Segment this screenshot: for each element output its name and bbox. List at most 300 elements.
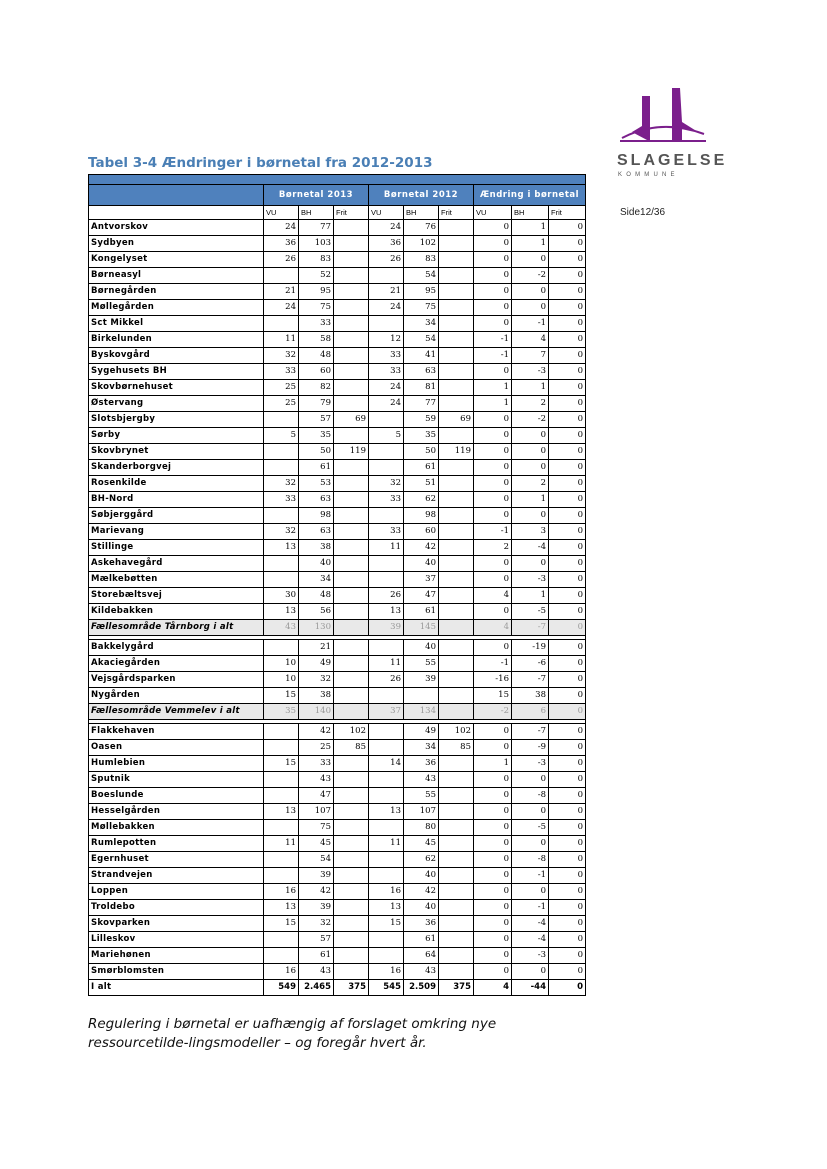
institution-name: Hesselgården (89, 804, 264, 820)
value-cell: 32 (299, 916, 334, 932)
value-cell: 39 (299, 868, 334, 884)
value-cell: 0 (512, 428, 549, 444)
value-cell: 33 (299, 316, 334, 332)
value-cell (369, 640, 404, 656)
institution-name: Troldebo (89, 900, 264, 916)
value-cell: 58 (299, 332, 334, 348)
value-cell: 0 (474, 900, 512, 916)
value-cell: -7 (512, 672, 549, 688)
table-row (89, 804, 586, 820)
value-cell: 32 (264, 476, 299, 492)
logo-subtitle: KOMMUNE (618, 172, 679, 178)
value-cell (369, 772, 404, 788)
value-cell: -1 (512, 316, 549, 332)
value-cell: 0 (549, 252, 586, 268)
value-cell: 51 (404, 476, 439, 492)
value-cell: 1 (512, 220, 549, 236)
value-cell (264, 412, 299, 428)
value-cell: 43 (404, 772, 439, 788)
value-cell: 76 (404, 220, 439, 236)
value-cell: 15 (264, 916, 299, 932)
value-cell: 0 (512, 964, 549, 980)
header-sub-row (89, 206, 586, 220)
institution-name: Fællesområde Vemmelev i alt (89, 704, 264, 720)
value-cell: 62 (404, 492, 439, 508)
value-cell (334, 656, 369, 672)
value-cell: 145 (404, 620, 439, 636)
value-cell: 42 (404, 540, 439, 556)
table-row (89, 364, 586, 380)
value-cell (439, 772, 474, 788)
value-cell: 48 (299, 588, 334, 604)
value-cell: 545 (369, 980, 404, 996)
value-cell (369, 688, 404, 704)
value-cell: 75 (299, 820, 334, 836)
value-cell: 0 (549, 900, 586, 916)
value-cell (439, 540, 474, 556)
value-cell: 85 (439, 740, 474, 756)
value-cell (439, 932, 474, 948)
value-cell (264, 772, 299, 788)
institution-name: Sputnik (89, 772, 264, 788)
value-cell: 13 (264, 604, 299, 620)
value-cell: 42 (404, 884, 439, 900)
institution-name: Sct Mikkel (89, 316, 264, 332)
value-cell (264, 724, 299, 740)
value-cell (439, 236, 474, 252)
institution-name: Vejsgårdsparken (89, 672, 264, 688)
value-cell: 54 (404, 268, 439, 284)
value-cell: 54 (404, 332, 439, 348)
value-cell: 0 (474, 932, 512, 948)
value-cell: -3 (512, 948, 549, 964)
page-number: Side12/36 (620, 207, 666, 218)
value-cell (264, 444, 299, 460)
value-cell: 21 (264, 284, 299, 300)
value-cell: 0 (474, 724, 512, 740)
value-cell: 11 (369, 656, 404, 672)
value-cell: 0 (512, 772, 549, 788)
value-cell (439, 788, 474, 804)
value-cell: 0 (474, 820, 512, 836)
header-empty (89, 185, 264, 206)
value-cell: 16 (264, 884, 299, 900)
value-cell: 40 (299, 556, 334, 572)
value-cell: 5 (369, 428, 404, 444)
value-cell: 98 (404, 508, 439, 524)
value-cell (334, 524, 369, 540)
value-cell (334, 588, 369, 604)
header-band (89, 175, 586, 185)
value-cell (369, 316, 404, 332)
value-cell: 4 (512, 332, 549, 348)
value-cell (264, 572, 299, 588)
institution-name: Loppen (89, 884, 264, 900)
institution-name: Møllegården (89, 300, 264, 316)
value-cell (334, 604, 369, 620)
value-cell (369, 572, 404, 588)
value-cell (264, 460, 299, 476)
value-cell (334, 672, 369, 688)
table-row (89, 772, 586, 788)
value-cell (369, 948, 404, 964)
value-cell (439, 460, 474, 476)
value-cell (334, 380, 369, 396)
table-row (89, 640, 586, 656)
value-cell: 24 (264, 220, 299, 236)
value-cell (334, 932, 369, 948)
value-cell: -2 (512, 412, 549, 428)
value-cell: 56 (299, 604, 334, 620)
value-cell: 37 (369, 704, 404, 720)
table-row (89, 656, 586, 672)
value-cell: 0 (549, 724, 586, 740)
value-cell: 107 (299, 804, 334, 820)
table-row (89, 820, 586, 836)
table-row (89, 788, 586, 804)
table-row (89, 236, 586, 252)
value-cell: 4 (474, 588, 512, 604)
value-cell: -2 (474, 704, 512, 720)
value-cell: 32 (264, 348, 299, 364)
institution-name: Marievang (89, 524, 264, 540)
value-cell (369, 852, 404, 868)
table-row (89, 556, 586, 572)
value-cell: 15 (369, 916, 404, 932)
value-cell (334, 540, 369, 556)
value-cell: 39 (299, 900, 334, 916)
value-cell: 103 (299, 236, 334, 252)
value-cell: 59 (404, 412, 439, 428)
value-cell: 0 (549, 396, 586, 412)
value-cell: 34 (299, 572, 334, 588)
value-cell: 50 (404, 444, 439, 460)
institution-name: Sørby (89, 428, 264, 444)
value-cell: 81 (404, 380, 439, 396)
value-cell (439, 688, 474, 704)
value-cell: 52 (299, 268, 334, 284)
table-title: Tabel 3-4 Ændringer i børnetal fra 2012-2013 (88, 155, 433, 171)
table-row (89, 756, 586, 772)
value-cell: -4 (512, 932, 549, 948)
value-cell: 35 (299, 428, 334, 444)
value-cell (369, 268, 404, 284)
value-cell: 0 (474, 428, 512, 444)
value-cell (334, 252, 369, 268)
value-cell (334, 640, 369, 656)
table-row (89, 540, 586, 556)
value-cell: 63 (299, 492, 334, 508)
value-cell: 0 (549, 620, 586, 636)
value-cell: 0 (549, 964, 586, 980)
value-cell: 33 (369, 364, 404, 380)
value-cell (369, 412, 404, 428)
value-cell: 42 (299, 884, 334, 900)
value-cell: 38 (512, 688, 549, 704)
value-cell: -19 (512, 640, 549, 656)
value-cell: 61 (299, 460, 334, 476)
value-cell (264, 740, 299, 756)
value-cell: 0 (549, 316, 586, 332)
value-cell: -9 (512, 740, 549, 756)
value-cell: 49 (404, 724, 439, 740)
value-cell: 36 (404, 756, 439, 772)
value-cell (334, 508, 369, 524)
value-cell: 61 (404, 932, 439, 948)
value-cell: 14 (369, 756, 404, 772)
value-cell: 62 (404, 852, 439, 868)
value-cell: -1 (474, 348, 512, 364)
value-cell: 0 (474, 884, 512, 900)
group-change: Ændring i børnetal (474, 185, 586, 206)
table-row (89, 396, 586, 412)
value-cell: 0 (549, 772, 586, 788)
value-cell: 26 (369, 672, 404, 688)
subheader-cell: VU (369, 206, 404, 220)
value-cell (439, 300, 474, 316)
value-cell: 24 (369, 220, 404, 236)
value-cell: 549 (264, 980, 299, 996)
value-cell: -16 (474, 672, 512, 688)
subheader-cell: Frit (549, 206, 586, 220)
institution-name: Børneasyl (89, 268, 264, 284)
subtotal-row (89, 620, 586, 636)
value-cell: 0 (549, 704, 586, 720)
value-cell (369, 444, 404, 460)
value-cell (334, 756, 369, 772)
value-cell (439, 604, 474, 620)
institution-name: Boeslunde (89, 788, 264, 804)
value-cell: 0 (512, 508, 549, 524)
table-row (89, 524, 586, 540)
value-cell: -8 (512, 852, 549, 868)
value-cell: 11 (264, 332, 299, 348)
table-row (89, 852, 586, 868)
value-cell: 0 (512, 460, 549, 476)
total-row (89, 980, 586, 996)
value-cell: 375 (439, 980, 474, 996)
value-cell: 75 (299, 300, 334, 316)
value-cell (264, 852, 299, 868)
table-row (89, 332, 586, 348)
value-cell: 69 (334, 412, 369, 428)
value-cell (264, 932, 299, 948)
value-cell: 24 (369, 380, 404, 396)
value-cell: 3 (512, 524, 549, 540)
value-cell: 0 (474, 220, 512, 236)
value-cell (369, 788, 404, 804)
value-cell: 41 (404, 348, 439, 364)
value-cell: 0 (549, 820, 586, 836)
value-cell (334, 492, 369, 508)
value-cell: 1 (512, 380, 549, 396)
institution-name: Stillinge (89, 540, 264, 556)
value-cell: 1 (512, 588, 549, 604)
value-cell: 45 (299, 836, 334, 852)
table-row (89, 220, 586, 236)
value-cell: -2 (512, 268, 549, 284)
value-cell (439, 964, 474, 980)
value-cell: 79 (299, 396, 334, 412)
value-cell: 40 (404, 556, 439, 572)
value-cell: 13 (369, 900, 404, 916)
value-cell: 0 (549, 236, 586, 252)
value-cell: 26 (369, 588, 404, 604)
value-cell (439, 524, 474, 540)
value-cell: 33 (299, 756, 334, 772)
value-cell: 53 (299, 476, 334, 492)
value-cell (439, 220, 474, 236)
value-cell: -4 (512, 540, 549, 556)
value-cell: 0 (474, 868, 512, 884)
table-row (89, 672, 586, 688)
value-cell (334, 788, 369, 804)
value-cell (334, 820, 369, 836)
value-cell: 0 (474, 916, 512, 932)
value-cell: 0 (512, 252, 549, 268)
subheader-cell: VU (474, 206, 512, 220)
table-row (89, 964, 586, 980)
table-row (89, 740, 586, 756)
value-cell: 0 (474, 252, 512, 268)
value-cell: 0 (549, 948, 586, 964)
value-cell: 1 (474, 756, 512, 772)
value-cell: 11 (369, 836, 404, 852)
value-cell: 0 (474, 556, 512, 572)
value-cell: 0 (549, 284, 586, 300)
value-cell (334, 868, 369, 884)
value-cell: 11 (264, 836, 299, 852)
group-2013: Børnetal 2013 (264, 185, 369, 206)
value-cell: 140 (299, 704, 334, 720)
group-2012: Børnetal 2012 (369, 185, 474, 206)
value-cell (334, 852, 369, 868)
value-cell: 130 (299, 620, 334, 636)
value-cell: 33 (264, 364, 299, 380)
table-body (89, 220, 586, 996)
value-cell: 1 (474, 396, 512, 412)
value-cell: 119 (439, 444, 474, 460)
value-cell: 0 (549, 428, 586, 444)
value-cell: 0 (474, 364, 512, 380)
value-cell: 35 (264, 704, 299, 720)
value-cell: -6 (512, 656, 549, 672)
table-row (89, 572, 586, 588)
value-cell (334, 948, 369, 964)
institution-name: Søbjerggård (89, 508, 264, 524)
value-cell: 0 (474, 444, 512, 460)
institution-name: Skanderborgvej (89, 460, 264, 476)
table-row (89, 492, 586, 508)
value-cell: -3 (512, 572, 549, 588)
value-cell: 0 (549, 640, 586, 656)
table-row (89, 868, 586, 884)
value-cell: 24 (264, 300, 299, 316)
institution-name: Lilleskov (89, 932, 264, 948)
institution-name: Sydbyen (89, 236, 264, 252)
table-row (89, 380, 586, 396)
value-cell (404, 688, 439, 704)
value-cell: 32 (369, 476, 404, 492)
value-cell (334, 460, 369, 476)
value-cell: 13 (369, 804, 404, 820)
value-cell: 102 (334, 724, 369, 740)
value-cell: 0 (549, 556, 586, 572)
value-cell: 0 (474, 316, 512, 332)
slagelse-kommune-logo (612, 88, 728, 183)
value-cell (334, 396, 369, 412)
institution-name: Kildebakken (89, 604, 264, 620)
value-cell: 134 (404, 704, 439, 720)
value-cell: 43 (264, 620, 299, 636)
institution-name: Mælkebøtten (89, 572, 264, 588)
institution-name: Akaciegården (89, 656, 264, 672)
value-cell: 0 (549, 572, 586, 588)
value-cell: 0 (474, 492, 512, 508)
table-row (89, 252, 586, 268)
institution-name: Byskovgård (89, 348, 264, 364)
value-cell (264, 508, 299, 524)
institution-name: Skovbrynet (89, 444, 264, 460)
value-cell: 15 (264, 688, 299, 704)
table-row (89, 900, 586, 916)
institution-name: Kongelyset (89, 252, 264, 268)
value-cell: 83 (404, 252, 439, 268)
value-cell (264, 788, 299, 804)
value-cell: 0 (474, 268, 512, 284)
institution-name: BH-Nord (89, 492, 264, 508)
value-cell: 63 (299, 524, 334, 540)
value-cell (334, 476, 369, 492)
table-row (89, 284, 586, 300)
value-cell: 61 (404, 460, 439, 476)
value-cell: 54 (299, 852, 334, 868)
value-cell (264, 316, 299, 332)
value-cell: 2 (512, 396, 549, 412)
value-cell (334, 220, 369, 236)
value-cell: 0 (549, 788, 586, 804)
value-cell: 0 (549, 740, 586, 756)
value-cell: 0 (549, 476, 586, 492)
value-cell: 0 (549, 688, 586, 704)
value-cell: 119 (334, 444, 369, 460)
institution-name: Nygården (89, 688, 264, 704)
subheader-empty (89, 206, 264, 220)
value-cell: 0 (549, 364, 586, 380)
value-cell: 26 (369, 252, 404, 268)
value-cell: 107 (404, 804, 439, 820)
value-cell: 0 (474, 740, 512, 756)
table-row (89, 932, 586, 948)
value-cell (334, 836, 369, 852)
institution-name: Antvorskov (89, 220, 264, 236)
value-cell: -5 (512, 604, 549, 620)
table-row (89, 300, 586, 316)
value-cell (334, 620, 369, 636)
table-row (89, 428, 586, 444)
value-cell: 0 (474, 964, 512, 980)
value-cell: 0 (474, 852, 512, 868)
value-cell (334, 964, 369, 980)
value-cell: 0 (512, 804, 549, 820)
value-cell (439, 396, 474, 412)
value-cell (334, 704, 369, 720)
value-cell (439, 836, 474, 852)
value-cell: 0 (474, 604, 512, 620)
value-cell (439, 556, 474, 572)
value-cell: -1 (474, 656, 512, 672)
value-cell: -3 (512, 756, 549, 772)
